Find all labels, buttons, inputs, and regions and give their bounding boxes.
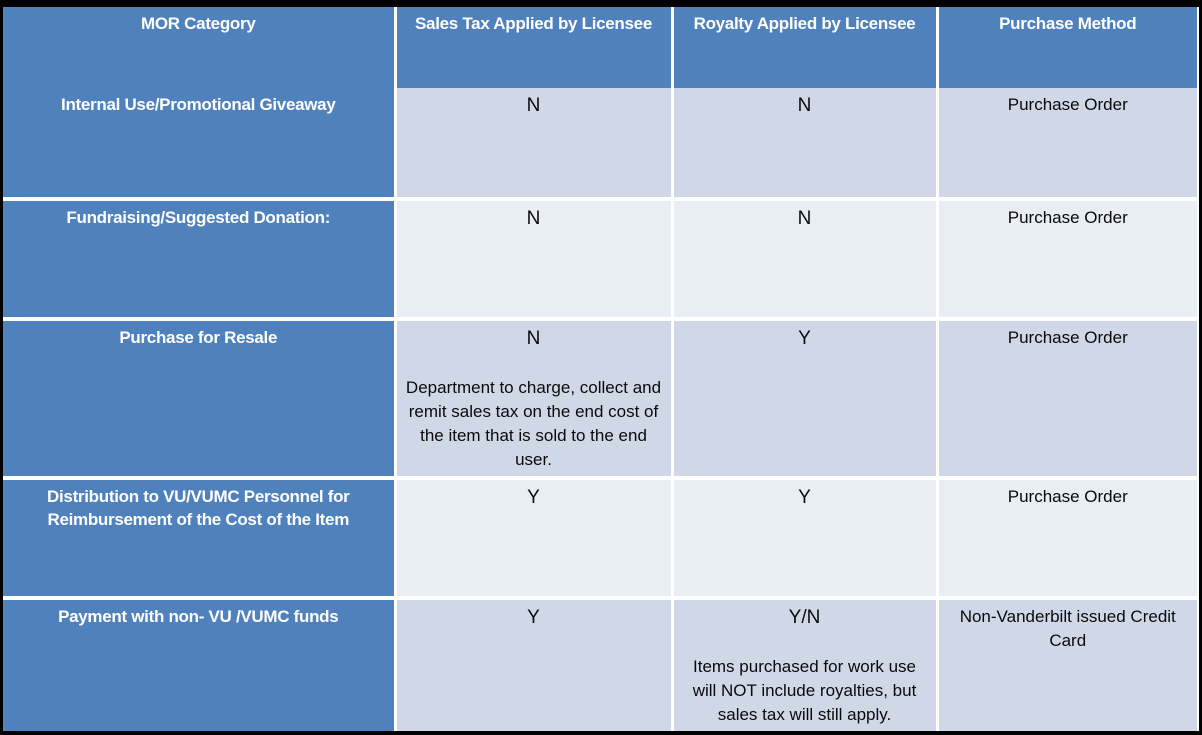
sales-tax-cell bbox=[395, 319, 672, 478]
row-category-label: Fundraising/Suggested Donation: bbox=[3, 199, 395, 319]
sales-tax-value: N bbox=[526, 95, 541, 116]
royalty-value: Y/N bbox=[788, 607, 821, 628]
row-category-label: Payment with non- VU /VUMC funds bbox=[3, 598, 395, 731]
purchase-method-cell bbox=[937, 478, 1198, 598]
sales-tax-cell bbox=[395, 598, 672, 731]
sales-tax-value: Y bbox=[527, 487, 540, 508]
royalty-note: Items purchased for work use will NOT include royalties, but sales tax will still apply. bbox=[692, 657, 917, 724]
sales-tax-value: N bbox=[526, 208, 541, 229]
royalty-value: Y bbox=[798, 328, 811, 349]
sales-tax-note: Department to charge, collect and remit sales tax on the end cost of the item that is sold to the end user. bbox=[405, 378, 662, 469]
purchase-method-value: Purchase Order bbox=[1007, 208, 1128, 227]
royalty-cell bbox=[672, 199, 937, 319]
column-header-mor-category: MOR Category bbox=[3, 7, 395, 88]
purchase-method-cell bbox=[937, 319, 1198, 478]
purchase-method-cell bbox=[937, 598, 1198, 731]
table-row-non-vu-funds bbox=[3, 598, 1198, 731]
table-row-distribution-reimbursement bbox=[3, 478, 1198, 598]
sales-tax-cell bbox=[395, 88, 672, 199]
purchase-method-value: Purchase Order bbox=[1007, 95, 1128, 114]
royalty-value: Y bbox=[798, 487, 811, 508]
table-row-fundraising bbox=[3, 199, 1198, 319]
table-frame bbox=[3, 7, 1198, 729]
row-category-label: Internal Use/Promotional Giveaway bbox=[3, 88, 395, 199]
sales-tax-cell bbox=[395, 478, 672, 598]
royalty-value: N bbox=[797, 95, 812, 116]
royalty-cell bbox=[672, 319, 937, 478]
purchase-method-value: Purchase Order bbox=[1007, 487, 1128, 506]
sales-tax-value: N bbox=[526, 328, 541, 349]
royalty-cell bbox=[672, 598, 937, 731]
purchase-method-cell bbox=[937, 199, 1198, 319]
sales-tax-cell bbox=[395, 199, 672, 319]
royalty-cell bbox=[672, 478, 937, 598]
sales-tax-value: Y bbox=[527, 607, 540, 628]
table-row-internal-use bbox=[3, 88, 1198, 199]
royalty-cell bbox=[672, 88, 937, 199]
royalty-value: N bbox=[797, 208, 812, 229]
column-header-sales-tax: Sales Tax Applied by Licensee bbox=[395, 7, 672, 88]
mor-category-table bbox=[3, 7, 1199, 731]
row-category-label: Distribution to VU/VUMC Personnel for Reimbursement of the Cost of the Item bbox=[3, 478, 395, 598]
header-row bbox=[3, 7, 1198, 88]
column-header-purchase-method: Purchase Method bbox=[937, 7, 1198, 88]
table-row-purchase-for-resale bbox=[3, 319, 1198, 478]
purchase-method-cell bbox=[937, 88, 1198, 199]
column-header-royalty: Royalty Applied by Licensee bbox=[672, 7, 937, 88]
row-category-label: Purchase for Resale bbox=[3, 319, 395, 478]
purchase-method-value: Non-Vanderbilt issued Credit Card bbox=[959, 607, 1176, 650]
purchase-method-value: Purchase Order bbox=[1007, 328, 1128, 347]
